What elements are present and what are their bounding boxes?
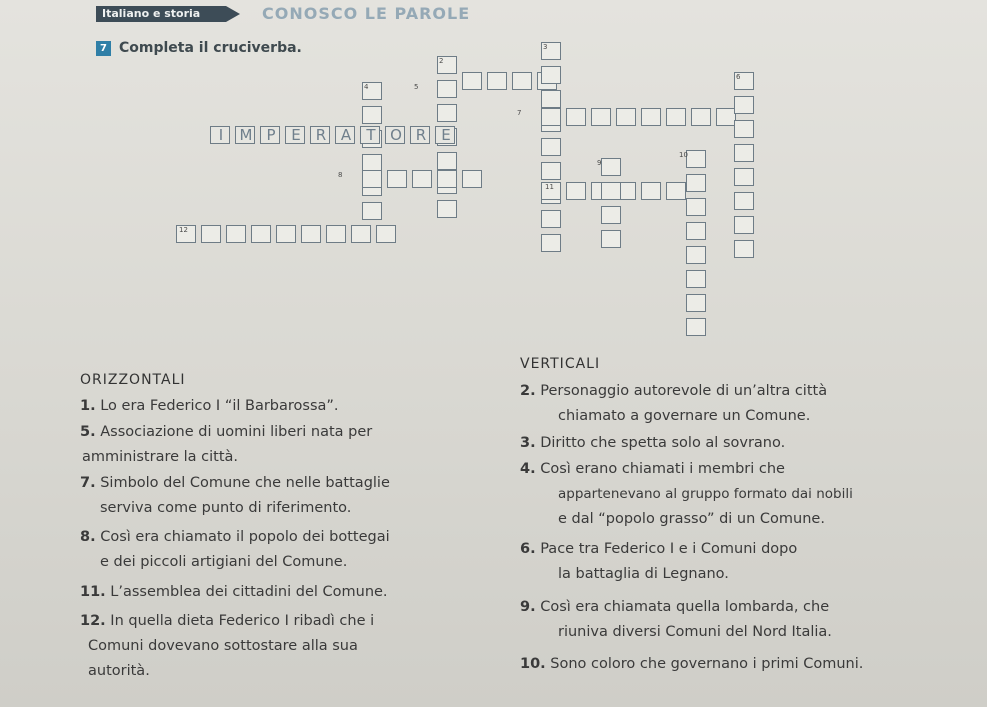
clue-number: 1.	[80, 398, 96, 414]
instruction-text: Completa il cruciverba.	[119, 40, 302, 56]
crossword-cell-1[interactable]	[335, 126, 355, 144]
clue-number: 7.	[80, 475, 96, 491]
crossword-letter: A	[340, 126, 352, 144]
crossword-cell-10[interactable]	[686, 198, 706, 216]
crossword-cell-4[interactable]	[362, 202, 382, 220]
crossword-cell-1[interactable]	[210, 126, 230, 144]
crossword-grid	[0, 0, 987, 340]
crossword-cell-10[interactable]	[686, 318, 706, 336]
clue-text: la battaglia di Legnano.	[558, 566, 729, 582]
crossword-cell-12[interactable]	[326, 225, 346, 243]
clue-across-12	[80, 609, 374, 684]
crossword-cell-1[interactable]	[360, 126, 380, 144]
clue-text: serviva come punto di riferimento.	[100, 500, 352, 516]
crossword-cell-9[interactable]	[601, 230, 621, 248]
clue-number: 6.	[520, 541, 536, 557]
clue-number: 8.	[80, 529, 96, 545]
crossword-cell-6[interactable]	[734, 144, 754, 162]
crossword-cell-3[interactable]	[541, 234, 561, 252]
crossword-clue-number: 10	[679, 151, 688, 159]
crossword-cell-9[interactable]	[601, 158, 621, 176]
crossword-clue-number: 5	[414, 83, 419, 91]
across-heading: ORIZZONTALI	[80, 372, 186, 388]
crossword-cell-7[interactable]	[616, 108, 636, 126]
clue-number: 12.	[80, 613, 106, 629]
clue-text: Simbolo del Comune che nelle battaglie	[100, 475, 390, 491]
crossword-cell-1[interactable]	[385, 126, 405, 144]
crossword-letter: E	[291, 126, 301, 144]
crossword-letter: R	[415, 126, 427, 144]
down-heading: VERTICALI	[520, 356, 601, 372]
clue-text: In quella dieta Federico I ribadì che i	[110, 613, 375, 629]
crossword-cell-7[interactable]	[541, 108, 561, 126]
clue-down-3	[520, 431, 785, 456]
crossword-cell-3[interactable]	[541, 210, 561, 228]
clue-number: 3.	[520, 435, 536, 451]
crossword-cell-3[interactable]	[541, 162, 561, 180]
crossword-cell-8[interactable]	[462, 170, 482, 188]
clue-number: 10.	[520, 656, 546, 672]
clue-down-10	[520, 652, 863, 677]
crossword-cell-12[interactable]	[201, 225, 221, 243]
crossword-cell-5[interactable]	[487, 72, 507, 90]
clue-text: autorità.	[88, 663, 150, 679]
crossword-cell-7[interactable]	[641, 108, 661, 126]
crossword-cell-12[interactable]	[351, 225, 371, 243]
crossword-letter: T	[366, 126, 376, 144]
crossword-letter: P	[266, 126, 276, 144]
crossword-cell-11[interactable]	[666, 182, 686, 200]
crossword-cell-5[interactable]	[462, 72, 482, 90]
crossword-cell-3[interactable]	[541, 90, 561, 108]
crossword-cell-12[interactable]	[251, 225, 271, 243]
crossword-cell-3[interactable]	[541, 66, 561, 84]
clue-text: riuniva diversi Comuni del Nord Italia.	[558, 624, 832, 640]
crossword-cell-10[interactable]	[686, 174, 706, 192]
clue-text: appartenevano al gruppo formato dai nobili	[558, 486, 853, 502]
crossword-cell-12[interactable]	[301, 225, 321, 243]
crossword-cell-8[interactable]	[387, 170, 407, 188]
crossword-cell-2[interactable]	[437, 104, 457, 122]
crossword-clue-number: 2	[439, 57, 444, 65]
crossword-cell-12[interactable]	[276, 225, 296, 243]
clue-down-2	[520, 379, 827, 429]
clue-across-7	[80, 471, 390, 521]
crossword-cell-8[interactable]	[362, 170, 382, 188]
crossword-letter: E	[441, 126, 451, 144]
clue-text: Lo era Federico I “il Barbarossa”.	[100, 398, 339, 414]
crossword-cell-10[interactable]	[686, 270, 706, 288]
crossword-cell-8[interactable]	[412, 170, 432, 188]
crossword-clue-number: 8	[338, 171, 343, 179]
crossword-cell-7[interactable]	[566, 108, 586, 126]
crossword-cell-2[interactable]	[437, 80, 457, 98]
crossword-cell-6[interactable]	[734, 240, 754, 258]
crossword-clue-number: 9	[597, 159, 602, 167]
crossword-cell-1[interactable]	[435, 126, 455, 144]
clue-across-1	[80, 394, 339, 419]
clue-number: 5.	[80, 424, 96, 440]
clue-text: Personaggio autorevole di un’altra città	[540, 383, 828, 399]
clue-text: Così erano chiamati i membri che	[540, 461, 785, 477]
crossword-cell-12[interactable]	[226, 225, 246, 243]
subject-label: Italiano e storia	[96, 6, 226, 22]
crossword-clue-number: 3	[543, 43, 548, 51]
crossword-cell-6[interactable]	[734, 216, 754, 234]
crossword-letter: R	[315, 126, 327, 144]
crossword-cell-2[interactable]	[437, 152, 457, 170]
crossword-cell-10[interactable]	[686, 222, 706, 240]
crossword-cell-1[interactable]	[310, 126, 330, 144]
clue-across-5	[80, 420, 372, 470]
crossword-clue-number: 11	[545, 183, 554, 191]
crossword-cell-7[interactable]	[691, 108, 711, 126]
clue-across-8	[80, 525, 390, 575]
crossword-cell-6[interactable]	[734, 168, 754, 186]
crossword-cell-8[interactable]	[437, 170, 457, 188]
crossword-cell-7[interactable]	[666, 108, 686, 126]
clue-text: Diritto che spetta solo al sovrano.	[540, 435, 786, 451]
clue-down-6	[520, 537, 797, 587]
crossword-cell-9[interactable]	[601, 206, 621, 224]
crossword-cell-7[interactable]	[591, 108, 611, 126]
crossword-cell-2[interactable]	[437, 200, 457, 218]
crossword-cell-5[interactable]	[512, 72, 532, 90]
crossword-clue-number: 7	[517, 109, 522, 117]
clue-text: Così era chiamato il popolo dei bottegai	[100, 529, 390, 545]
crossword-cell-11[interactable]	[566, 182, 586, 200]
crossword-cell-3[interactable]	[541, 138, 561, 156]
crossword-cell-6[interactable]	[734, 192, 754, 210]
clue-down-9	[520, 595, 832, 645]
clue-text: amministrare la città.	[82, 449, 239, 465]
crossword-cell-10[interactable]	[686, 150, 706, 168]
clue-text: Pace tra Federico I e i Comuni dopo	[540, 541, 798, 557]
clue-text: e dei piccoli artigiani del Comune.	[100, 554, 348, 570]
clue-number: 2.	[520, 383, 536, 399]
crossword-clue-number: 12	[179, 226, 188, 234]
crossword-clue-number: 6	[736, 73, 741, 81]
crossword-cell-1[interactable]	[285, 126, 305, 144]
clue-number: 4.	[520, 461, 536, 477]
clue-text: Così era chiamata quella lombarda, che	[540, 599, 830, 615]
crossword-cell-1[interactable]	[235, 126, 255, 144]
crossword-cell-6[interactable]	[734, 120, 754, 138]
crossword-letter: O	[390, 126, 402, 144]
clue-text: e dal “popolo grasso” di un Comune.	[558, 511, 825, 527]
clue-text: chiamato a governare un Comune.	[558, 408, 811, 424]
clue-number: 9.	[520, 599, 536, 615]
clue-text: Sono coloro che governano i primi Comuni.	[550, 656, 864, 672]
clue-across-11	[80, 580, 388, 605]
crossword-cell-6[interactable]	[734, 96, 754, 114]
clue-down-4	[520, 457, 853, 532]
crossword-cell-1[interactable]	[260, 126, 280, 144]
series-title: CONOSCO LE PAROLE	[262, 4, 471, 23]
exercise-number: 7	[96, 41, 111, 56]
crossword-clue-number: 4	[364, 83, 369, 91]
clue-text: Associazione di uomini liberi nata per	[100, 424, 373, 440]
crossword-letter: I	[218, 126, 224, 144]
crossword-cell-4[interactable]	[362, 106, 382, 124]
crossword-letter: M	[239, 126, 253, 144]
crossword-cell-9[interactable]	[601, 182, 621, 200]
crossword-cell-1[interactable]	[410, 126, 430, 144]
crossword-cell-10[interactable]	[686, 246, 706, 264]
crossword-cell-11[interactable]	[641, 182, 661, 200]
clue-text: L’assemblea dei cittadini del Comune.	[110, 584, 388, 600]
crossword-cell-7[interactable]	[716, 108, 736, 126]
crossword-cell-10[interactable]	[686, 294, 706, 312]
clue-text: Comuni dovevano sottostare alla sua	[88, 638, 358, 654]
crossword-cell-12[interactable]	[376, 225, 396, 243]
clue-number: 11.	[80, 584, 106, 600]
